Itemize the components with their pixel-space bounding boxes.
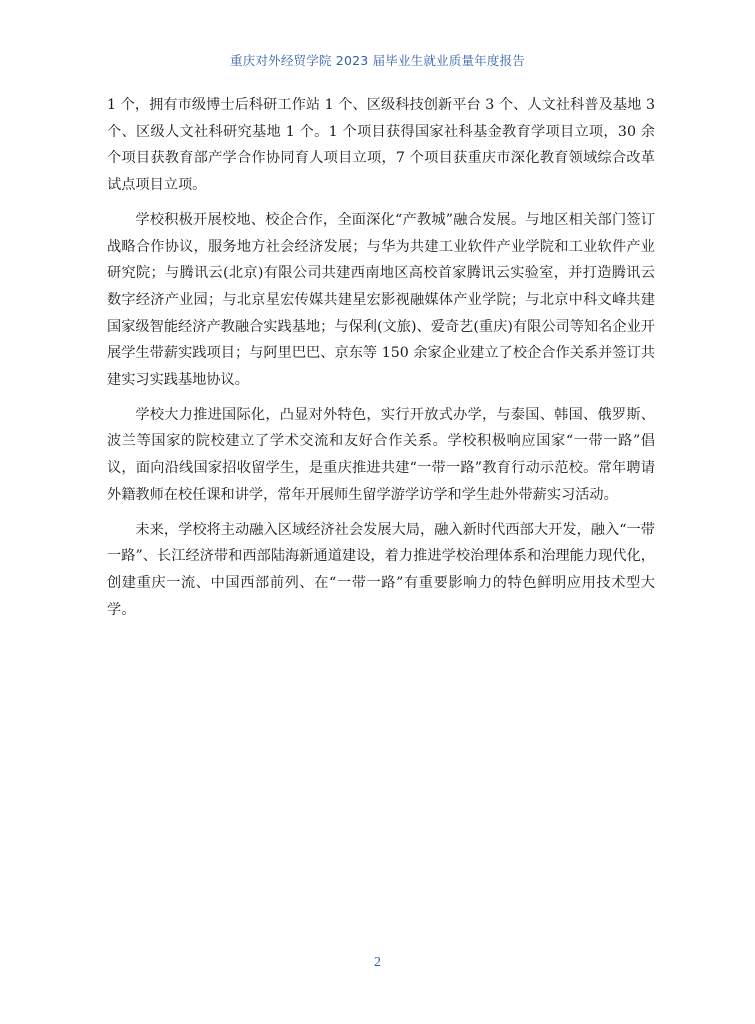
paragraph-future-goals: 未来，学校将主动融入区域经济社会发展大局，融入新时代西部大开发，融入“一带一路”、长江经济带和西部陆海新通道建设，着力推进学校治理体系和治理能力现代化，创建重庆一流、中国西部前列、在“一带一路”有重要影响力的特色鲜明应用技术型大学。 (107, 521, 655, 618)
paragraph-research-platforms: 1 个，拥有市级博士后科研工作站 1 个、区级科技创新平台 3 个、人文社科普及基地 3 个、区级人文社科研究基地 1 个。1 个项目获得国家社科基金教育学项目立项，30 余个项目获教育部产学合作协同育人项目立项，7 个项目获重庆市深化教育领域综合改革试点项目立项。 (107, 97, 655, 194)
body-text (107, 92, 655, 631)
running-header: 重庆对外经贸学院 2023 届毕业生就业质量年度报告 (230, 53, 525, 68)
paragraph-internationalization: 学校大力推进国际化，凸显对外特色，实行开放式办学，与泰国、韩国、俄罗斯、波兰等国家的院校建立了学术交流和友好合作关系。学校积极响应国家“一带一路”倡议，面向沿线国家招收留学生，是重庆推进共建“一带一路”教育行动示范校。常年聘请外籍教师在校任课和讲学，常年开展师生留学游学访学和学生赴外带薪实习活动。 (107, 406, 655, 503)
page-number: 2 (374, 955, 381, 970)
paragraph-industry-cooperation: 学校积极开展校地、校企合作，全面深化“产教城”融合发展。与地区相关部门签订战略合作协议，服务地方社会经济发展；与华为共建工业软件产业学院和工业软件产业研究院；与腾讯云(北京)有限公司共建西南地区高校首家腾讯云实验室，并打造腾讯云数字经济产业园；与北京星宏传媒共建星宏影视融媒体产业学院；与北京中科文峰共建国家级智能经济产教融合实践基地；与保利(文旅)、爱奇艺(重庆)有限公司等知名企业开展学生带薪实践项目；与阿里巴巴、京东等 150 余家企业建立了校企合作关系并签订共建实习实践基地协议。 (107, 211, 655, 389)
